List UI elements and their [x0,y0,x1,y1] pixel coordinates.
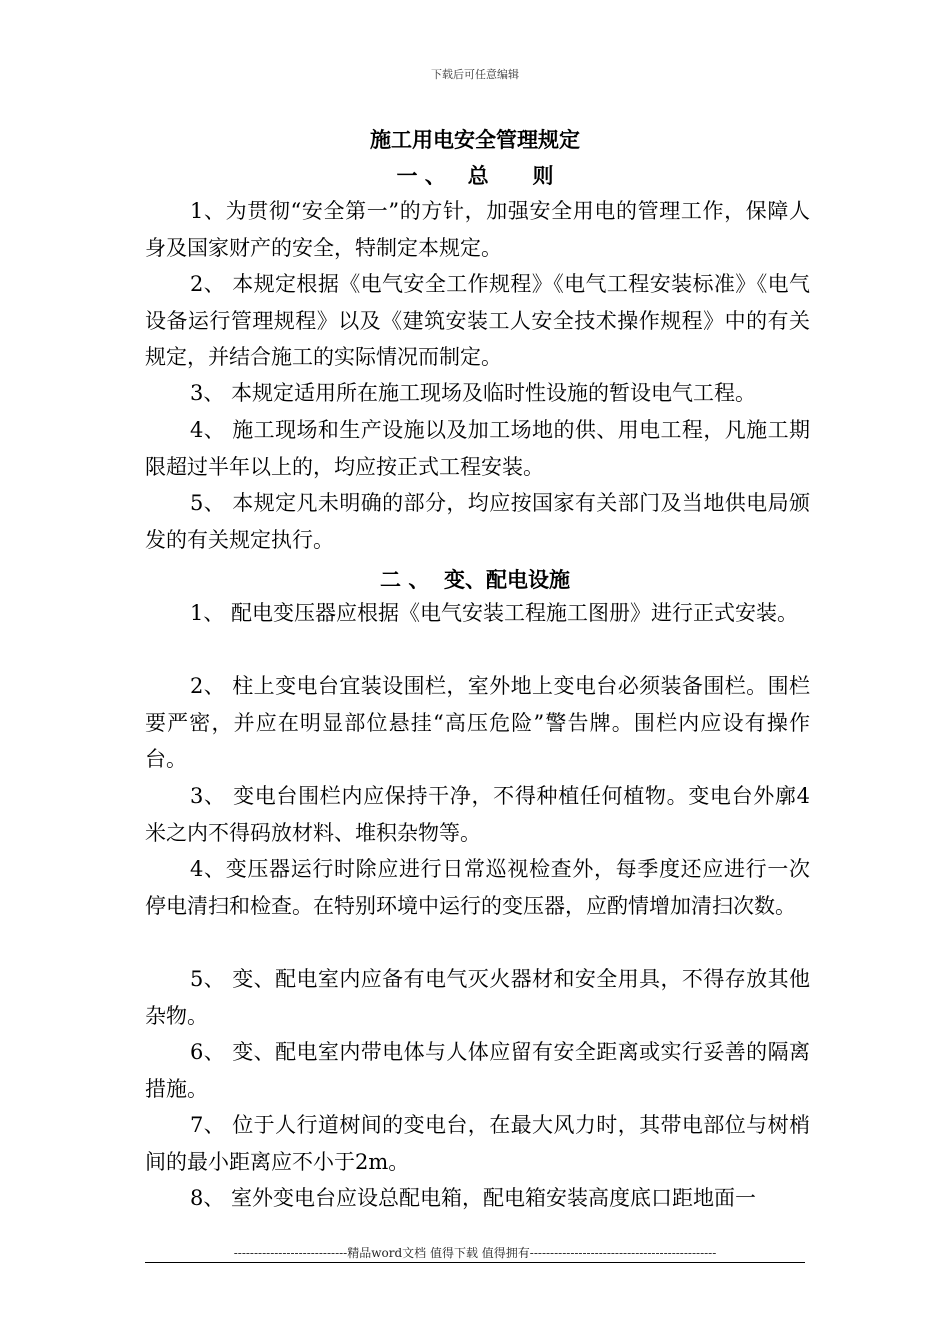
paragraph: 4、 施工现场和生产设施以及加工场地的供、用电工程，凡施工期限超过半年以上的，均应按正式工程安装。 [145,418,810,479]
document-title: 施工用电安全管理规定 [370,127,580,152]
paragraph: 1、为贯彻“安全第一”的方针，加强安全用电的管理工作，保障人身及国家财产的安全，特制定本规定。 [145,199,810,260]
paragraph: 8、 室外变电台应设总配电箱，配电箱安装高度底口距地面一 [190,1186,757,1210]
paragraph: 5、 本规定凡未明确的部分，均应按国家有关部门及当地供电局颁发的有关规定执行。 [145,491,810,552]
paragraph: 7、 位于人行道树间的变电台，在最大风力时，其带电部位与树梢间的最小距离应不小于2m。 [145,1113,810,1174]
section-heading-substation: 二 、 变、配电设施 [380,567,570,592]
footer-divider [145,1262,805,1263]
paragraph: 5、 变、配电室内应备有电气灭火器材和安全用具，不得存放其他杂物。 [145,967,810,1028]
paragraph: 1、 配电变压器应根据《电气安装工程施工图册》进行正式安装。 [190,601,799,625]
paragraph: 3、 变电台围栏内应保持干净，不得种植任何植物。变电台外廓4米之内不得码放材料、堆积杂物等。 [145,784,810,845]
paragraph: 2、 柱上变电台宜装设围栏，室外地上变电台必须装备围栏。围栏要严密，并应在明显部位悬挂“高压危险”警告牌。围栏内应设有操作台。 [145,674,810,771]
paragraph: 6、 变、配电室内带电体与人体应留有安全距离或实行妥善的隔离措施。 [145,1040,810,1101]
section-heading-general: 一 、 总 则 [396,163,554,188]
paragraph: 4、变压器运行时除应进行日常巡视检查外，每季度还应进行一次停电清扫和检查。在特别环境中运行的变压器，应酌情增加清扫次数。 [145,857,810,918]
page-footer: ----------------------------精品word文档 值得下载 值得拥有---------------------------------------------- [233,1246,717,1260]
page-header: 下载后可任意编辑 [431,68,519,81]
paragraph: 3、 本规定适用所在施工现场及临时性设施的暂设电气工程。 [190,381,757,405]
paragraph: 2、 本规定根据《电气安全工作规程》《电气工程安装标准》《电气设备运行管理规程》以及《建筑安装工人安全技术操作规程》中的有关规定，并结合施工的实际情况而制定。 [145,272,810,369]
